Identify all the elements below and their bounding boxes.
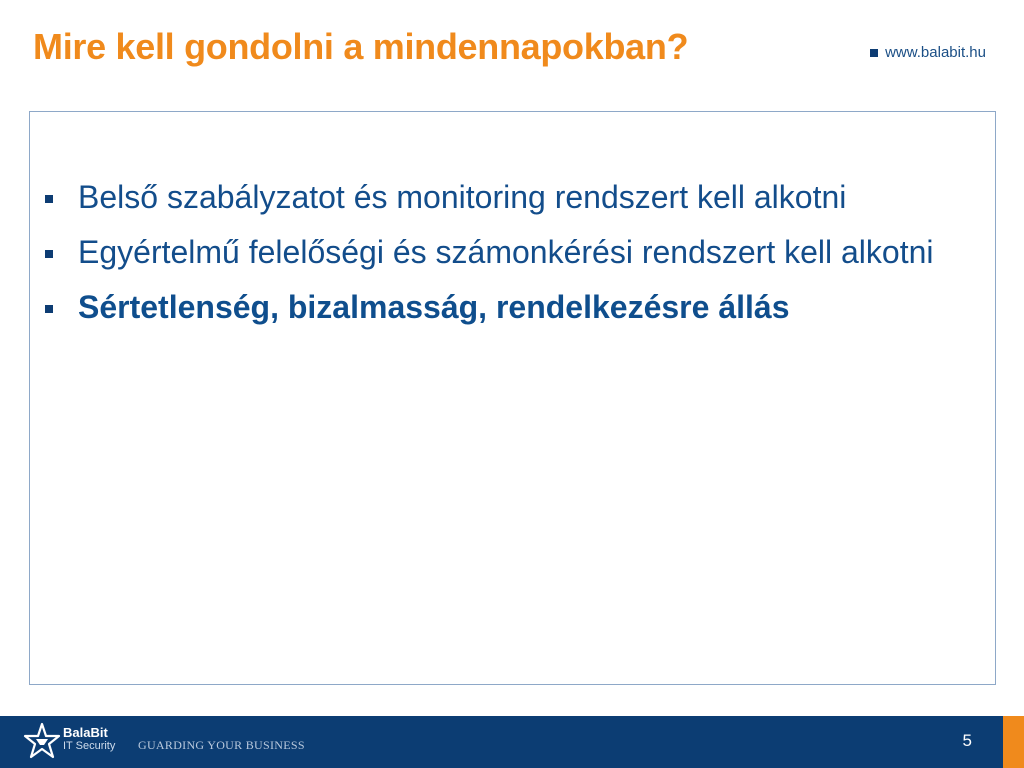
square-bullet-icon (45, 250, 53, 258)
square-bullet-icon (870, 49, 878, 57)
tagline: GUARDING YOUR BUSINESS (138, 738, 305, 752)
bullet-list (45, 178, 975, 343)
website-link[interactable] (870, 44, 986, 61)
brand (63, 726, 115, 753)
balabit-star-logo-icon (22, 721, 62, 763)
slide-title: Mire kell gondolni a mindennapokban? (33, 26, 689, 67)
bullet-item (45, 178, 975, 216)
brand-name: BalaBit (63, 725, 108, 740)
bullet-item (45, 233, 975, 271)
square-bullet-icon (45, 195, 53, 203)
bullet-text: Sértetlenség, bizalmasság, rendelkezésre állás (78, 289, 790, 325)
bullet-text: Belső szabályzatot és monitoring rendszert kell alkotni (78, 179, 847, 215)
brand-sub: IT Security (63, 740, 116, 752)
bullet-text: Egyértelmű felelőségi és számonkérési rendszert kell alkotni (78, 234, 934, 270)
bullet-item (45, 288, 975, 326)
footer-bar (0, 716, 1024, 768)
square-bullet-icon (45, 305, 53, 313)
accent-strip (1003, 716, 1024, 768)
page-number: 5 (962, 731, 972, 750)
website-text: www.balabit.hu (885, 44, 986, 61)
